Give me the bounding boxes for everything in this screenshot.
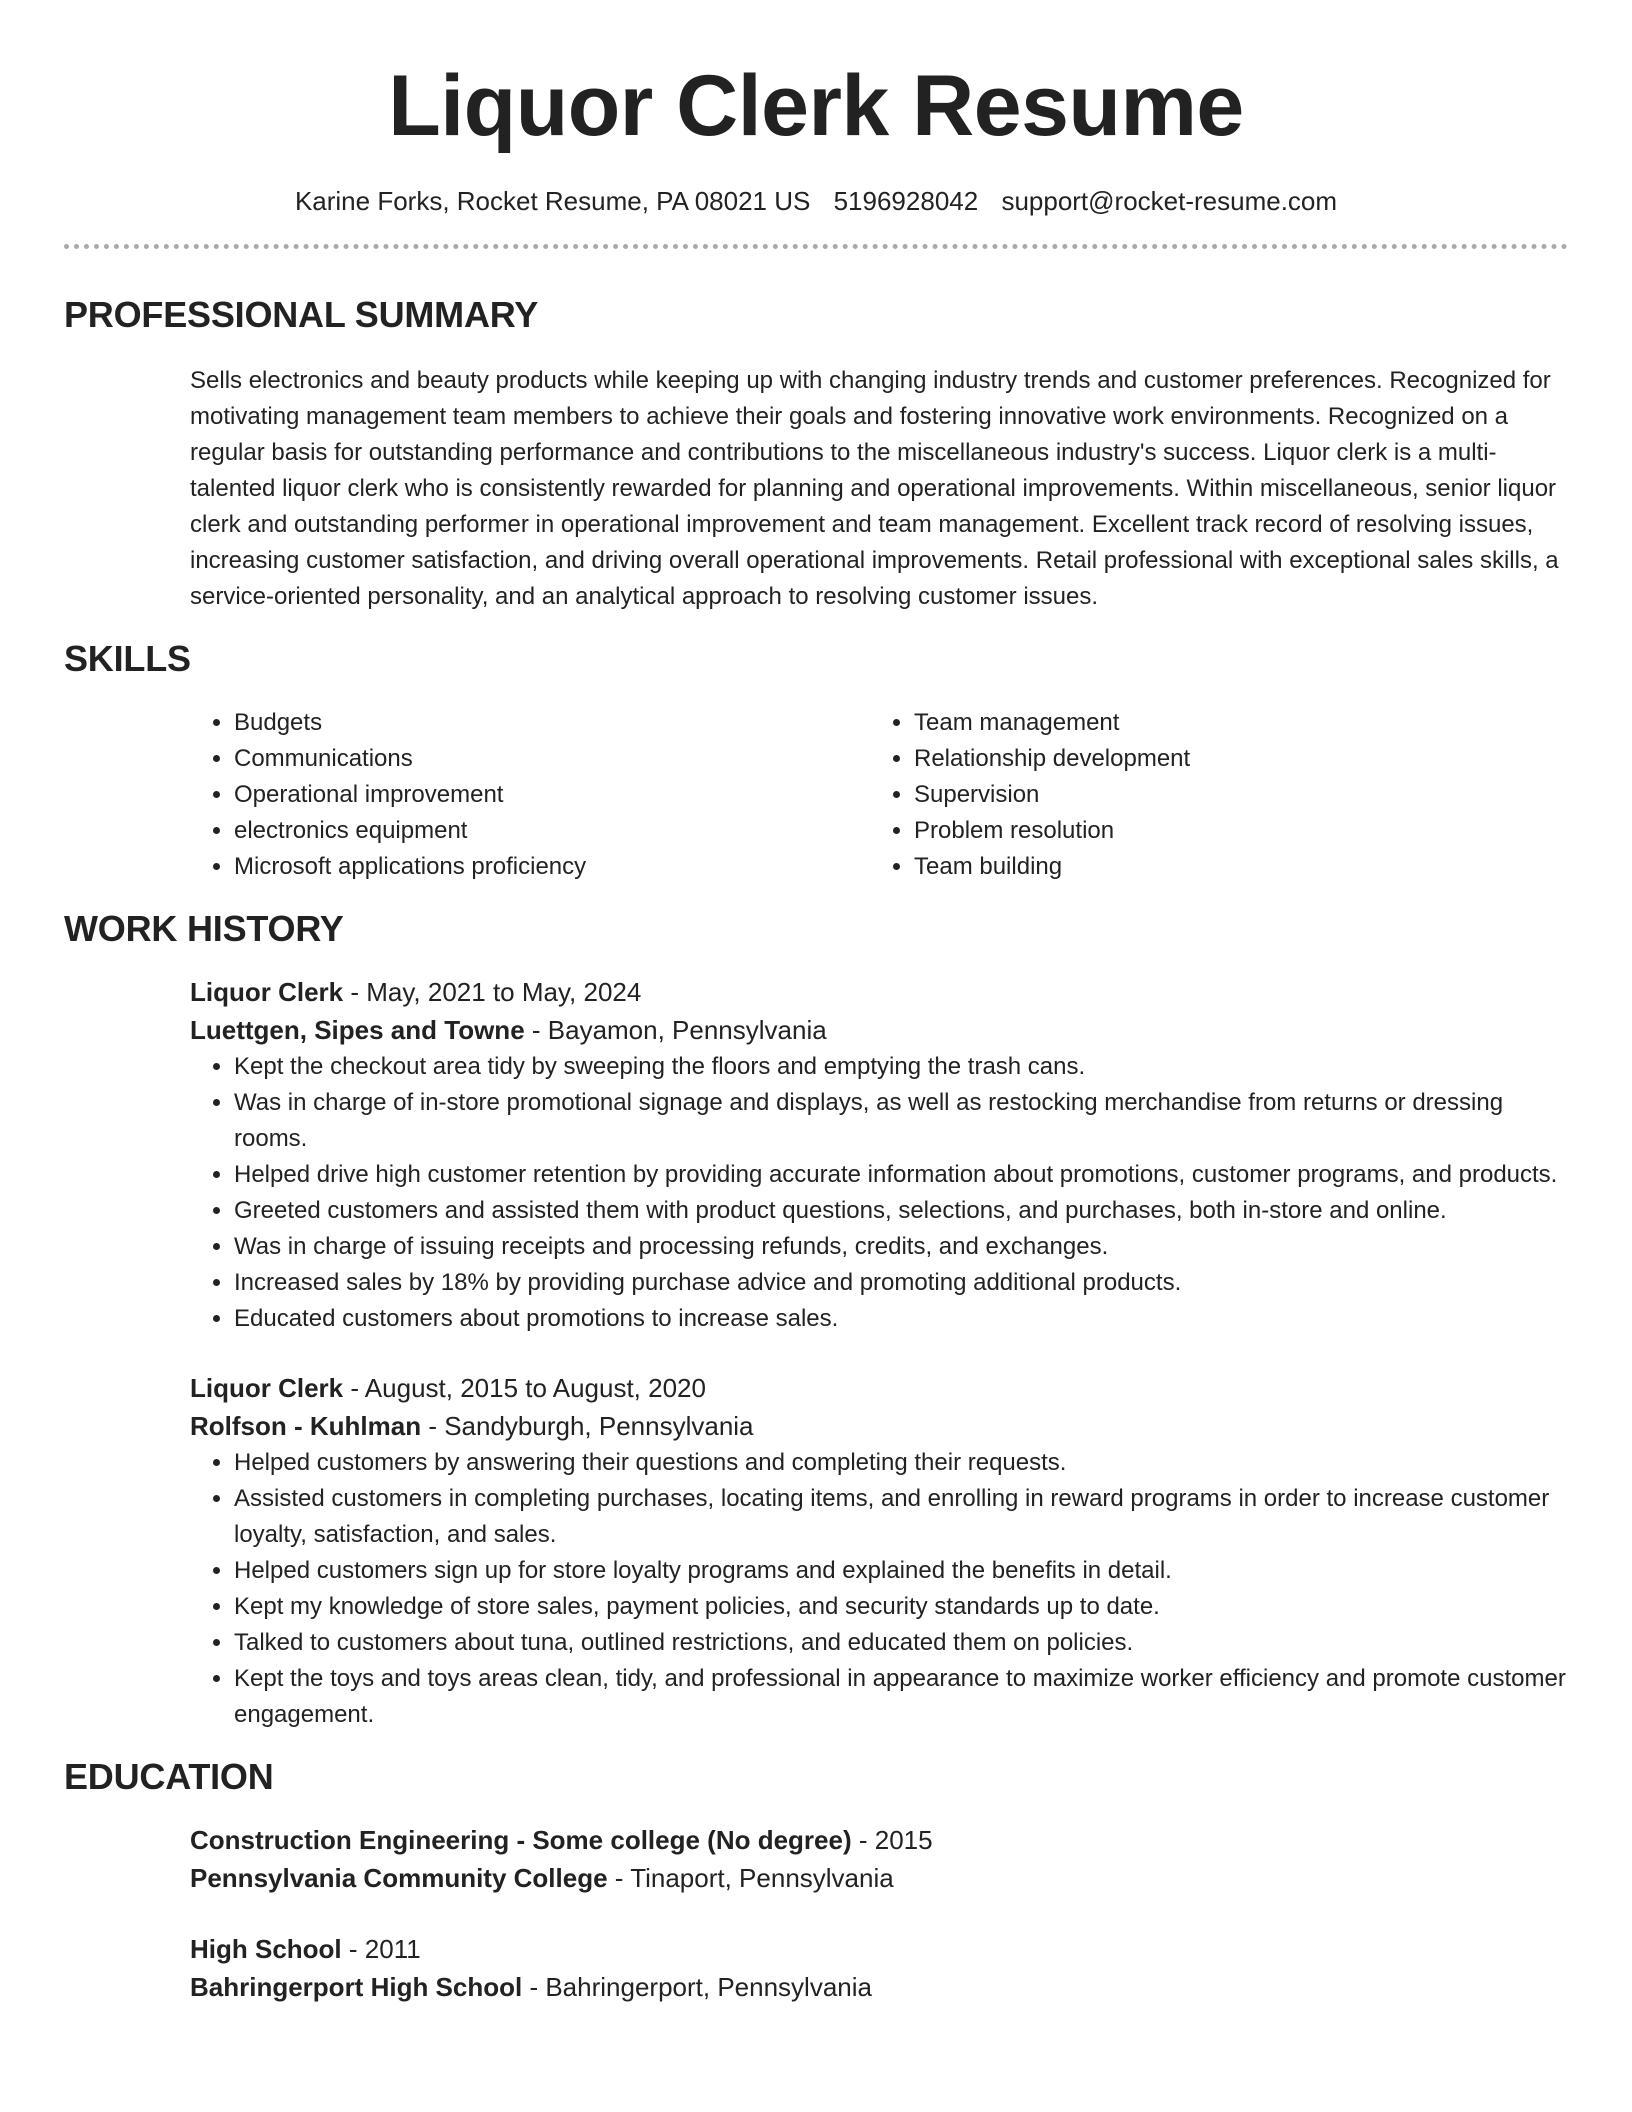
job-duty: • Kept my knowledge of store sales, payment policies, and security standards up to date. [234,1589,1566,1625]
job-company: Luettgen, Sipes and Towne [190,1015,525,1045]
job-duty: • Kept the checkout area tidy by sweeping the floors and emptying the trash cans. [234,1049,1566,1085]
education-school: Bahringerport High School [190,1972,523,2002]
job-title: Liquor Clerk [190,1373,344,1403]
skills-column-right [870,705,1550,885]
education-section [64,1755,1568,2006]
education-degree: Construction Engineering - Some college (No degree) [190,1825,852,1855]
education-location: - Bahringerport, Pennsylvania [522,1972,872,2002]
job-duty: • Helped drive high customer retention by providing accurate information about promotions, customer programs, and products. [234,1157,1566,1193]
skill-item: • Team management [914,705,1550,741]
job-location: - Bayamon, Pennsylvania [524,1015,827,1045]
education-degree-line [190,1821,1566,1859]
job-company-line [190,1011,1566,1049]
skill-item: • Team building [914,849,1550,885]
skills-section [64,637,1568,885]
job-duty: • Talked to customers about tuna, outlined restrictions, and educated them on policies. [234,1625,1566,1661]
education-entry [190,1821,1566,1897]
job-duty: • Was in charge of in-store promotional signage and displays, as well as restocking merchandise from returns or dressing rooms. [234,1085,1566,1157]
skill-item: • Supervision [914,777,1550,813]
job-entry [190,1369,1566,1733]
resume-title: Liquor Clerk Resume [388,58,1244,154]
education-degree: High School [190,1934,342,1964]
job-duty: • Educated customers about promotions to increase sales. [234,1301,1566,1337]
education-school: Pennsylvania Community College [190,1863,608,1893]
job-duty: • Helped customers by answering their questions and completing their requests. [234,1445,1566,1481]
skill-item: • Microsoft applications proficiency [234,849,870,885]
education-heading: EDUCATION [64,1756,274,1797]
job-dates: - August, 2015 to August, 2020 [343,1373,706,1403]
job-title: Liquor Clerk [190,977,344,1007]
contact-phone: 5196928042 [833,186,979,216]
job-duty: • Greeted customers and assisted them with product questions, selections, and purchases, both in-store and online. [234,1193,1566,1229]
education-year: - 2011 [341,1934,421,1964]
skills-column-left [190,705,870,885]
skills-list [190,705,1566,885]
job-duty: • Increased sales by 18% by providing purchase advice and promoting additional products. [234,1265,1566,1301]
skill-item: • electronics equipment [234,813,870,849]
skill-item: • Communications [234,741,870,777]
job-duty: • Helped customers sign up for store loyalty programs and explained the benefits in detail. [234,1553,1566,1589]
education-entry [190,1930,1566,2006]
skill-item: • Problem resolution [914,813,1550,849]
job-dates: - May, 2021 to May, 2024 [343,977,642,1007]
job-location: - Sandyburgh, Pennsylvania [421,1411,754,1441]
education-school-line [190,1859,1566,1897]
skill-item: • Relationship development [914,741,1550,777]
skill-item: • Budgets [234,705,870,741]
job-duties [190,1049,1566,1337]
contact-address: Karine Forks, Rocket Resume, PA 08021 US [294,186,811,216]
skill-item: • Operational improvement [234,777,870,813]
header-divider [64,244,1568,249]
job-duties [190,1445,1566,1733]
job-company: Rolfson - Kuhlman [190,1411,422,1441]
job-duty: • Kept the toys and toys areas clean, tidy, and professional in appearance to maximize worker efficiency and promote customer engagement. [234,1661,1566,1733]
job-duty: • Was in charge of issuing receipts and processing refunds, credits, and exchanges. [234,1229,1566,1265]
contact-email: support@rocket-resume.com [1001,186,1338,216]
work-history-section [64,907,1568,1733]
education-degree-line [190,1930,1566,1968]
job-title-line [190,1369,1566,1407]
job-entry [190,973,1566,1337]
summary-text: Sells electronics and beauty products while keeping up with changing industry trends and customer preferences. Recognized for motivating management team members to achieve their goals and fostering innovative work environments. Recognized on a regular basis for outstanding performance and contributions to the miscellaneous industry's success. Liquor clerk is a multi-talented liquor clerk who is consistently rewarded for planning and operational improvements. Within miscellaneous, senior liquor clerk and outstanding performer in operational improvement and team management. Excellent track record of resolving issues, increasing customer satisfaction, and driving overall operational improvements. Retail professional with exceptional sales skills, a service-oriented personality, and an analytical approach to resolving customer issues. [190,367,1559,610]
skills-heading: SKILLS [64,638,191,679]
summary-section [64,293,1568,615]
education-year: - 2015 [851,1825,933,1855]
job-duty: • Assisted customers in completing purchases, locating items, and enrolling in reward programs in order to increase customer loyalty, satisfaction, and sales. [234,1481,1566,1553]
job-title-line [190,973,1566,1011]
education-school-line [190,1968,1566,2006]
job-company-line [190,1407,1566,1445]
work-history-heading: WORK HISTORY [64,908,344,949]
education-location: - Tinaport, Pennsylvania [607,1863,894,1893]
contact-line [64,184,1568,218]
summary-heading: PROFESSIONAL SUMMARY [64,294,539,335]
